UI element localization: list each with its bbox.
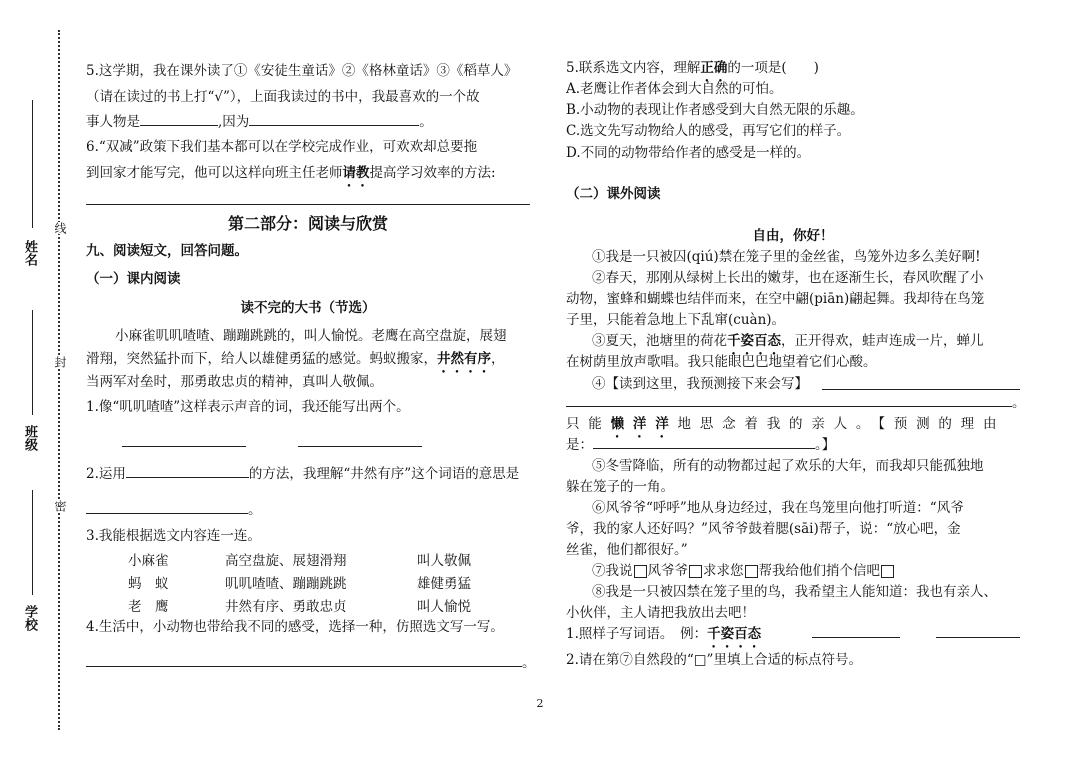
reading-question-1: 1.照样子写词语。 例：千姿百态 [566, 626, 762, 642]
punctuation-box[interactable] [745, 565, 758, 578]
match-feeling[interactable]: 叫人敬佩 [417, 552, 471, 569]
answer-line[interactable] [298, 446, 422, 447]
q4-end: 。 [522, 655, 536, 671]
match-animal[interactable]: 小麻雀 [128, 552, 169, 569]
binding-dotted-line [58, 30, 60, 730]
name-label: 姓名 [22, 240, 37, 266]
page-number: 2 [536, 697, 544, 710]
story-p8-l2: 小伙伴，主人请把我放出去吧！ [566, 605, 755, 621]
reason-blank[interactable] [593, 434, 815, 449]
story-p2-l2: 动物，蜜蜂和蝴蝶也结伴而来，在空中翩(piān)翩起舞。我却待在鸟笼 [566, 291, 985, 307]
story-p4-l2: 只能懒洋洋地思念着我的亲人。【预测的理由 [566, 416, 1006, 432]
story-p3-l2: 在树荫里放声歌唱。我只能眼巴巴地望着它们心酸。 [566, 354, 877, 370]
punctuation-box[interactable] [881, 565, 894, 578]
story-p4-l3: 是： 。】 [566, 434, 835, 456]
match-row [128, 593, 471, 616]
passage-title: 读不完的大书（节选） [240, 300, 376, 316]
matching-table [128, 547, 471, 616]
p4-end: 。 [1012, 395, 1026, 411]
q6-line1: 6.“双减”政策下我们基本都可以在学校完成作业，可欢欢却总要拖 [86, 139, 478, 155]
match-row [128, 547, 471, 570]
q5-line3: 事人物是 ,因为 。 [86, 111, 433, 133]
match-row [128, 570, 471, 593]
class-label: 班级 [22, 425, 37, 451]
question-3: 3.我能根据选文内容连一连。 [86, 528, 261, 544]
answer-blank[interactable] [140, 111, 218, 126]
q6-answer-line[interactable] [86, 204, 530, 205]
story-p5-l2: 躲在笼子的一角。 [566, 479, 674, 495]
story-p5-l1: ⑤冬雪降临，所有的动物都过起了欢乐的大年，而我却只能孤独地 [592, 458, 984, 474]
story-p2-l1: ②春天，那刚从绿树上长出的嫩芽，也在逐渐生长，春风吹醒了小 [592, 270, 984, 286]
option-c: C.选文先写动物给人的感受，再写它们的样子。 [566, 123, 851, 139]
q5-line1: 5.这学期，我在课外读了①《安徒生童话》②《格林童话》③《稻草人》 [86, 63, 518, 79]
match-animal[interactable]: 老 鹰 [128, 598, 169, 615]
story-p6-l3: 丝雀，他们都很好。” [566, 542, 688, 558]
story-title: 自由，你好！ [752, 228, 834, 244]
q6-line2: 到回家才能写完，他可以这样向班主任老师请教提高学习效率的方法: [86, 165, 496, 181]
question-4: 4.生活中，小动物也带给我不同的感受，选择一种，仿照选文写一写。 [86, 619, 504, 635]
answer-blank[interactable] [126, 463, 249, 478]
story-p4-l1: ④【读到这里，我预测接下来会写】 [592, 376, 808, 392]
match-action[interactable]: 叽叽喳喳、蹦蹦跳跳 [225, 575, 347, 592]
passage-line3: 当两军对垒时，那勇敢忠贞的精神，真叫人敬佩。 [86, 374, 383, 390]
answer-blank[interactable] [249, 111, 419, 126]
reading-question-2: 2.请在第⑦自然段的“□”里填上合适的标点符号。 [566, 652, 862, 668]
match-animal[interactable]: 蚂 蚁 [128, 575, 169, 592]
answer-line[interactable] [122, 446, 246, 447]
story-p3-l1: ③夏天，池塘里的荷花千姿百态，正开得欢，蛙声连成一片，蝉儿 [592, 333, 984, 349]
story-p2-l3: 子里，只能着急地上下乱窜(cuàn)。 [566, 312, 786, 328]
prediction-line-2[interactable] [566, 406, 1012, 407]
question-2: 2.运用 的方法，我理解“井然有序”这个词语的意思是 [86, 463, 519, 485]
q5-line2: （请在读过的书上打“√”），上面我读过的书中，我最喜欢的一个故 [86, 89, 480, 105]
binding-mark-line: 线 [53, 222, 67, 234]
match-feeling[interactable]: 雄健勇猛 [417, 575, 471, 592]
story-p8-l1: ⑧我是一只被囚禁在笼子里的鸟，我希望主人能知道：我也有亲人、 [592, 584, 997, 600]
sub1-title: （一）课内阅读 [86, 271, 181, 287]
name-field-line [32, 100, 33, 228]
section9-title: 九、阅读短文，回答问题。 [86, 243, 248, 259]
story-p6-l1: ⑥风爷爷“呼呼”地从身边经过，我在鸟笼里向他打听道：“风爷 [592, 500, 964, 516]
right-question-5: 5.联系选文内容，理解正确的一项是( ) [566, 60, 819, 76]
question-1: 1.像“叽叽喳喳”这样表示声音的词，我还能写出两个。 [86, 399, 410, 415]
answer-line[interactable] [86, 666, 522, 667]
story-p6-l2: 爷，我的家人还好吗？”风爷爷鼓着腮(sāi)帮子，说：“放心吧，金 [566, 521, 961, 537]
answer-line[interactable] [86, 513, 248, 514]
match-action[interactable]: 高空盘旋、展翅滑翔 [225, 552, 347, 569]
q2-end: 。 [248, 502, 262, 518]
prediction-line[interactable] [822, 389, 1020, 390]
match-action[interactable]: 井然有序、勇敢忠贞 [225, 598, 347, 615]
match-feeling[interactable]: 叫人愉悦 [417, 598, 471, 615]
answer-line[interactable] [812, 637, 900, 638]
school-field-line [32, 490, 33, 595]
option-a: A.老鹰让作者体会到大自然的可怕。 [566, 81, 783, 97]
school-label: 学校 [22, 605, 37, 631]
passage-line1: 小麻雀叽叽喳喳、蹦蹦跳跳的，叫人愉悦。老鹰在高空盘旋，展翅 [115, 328, 507, 344]
option-b: B.小动物的表现让作者感受到大自然无限的乐趣。 [566, 102, 864, 118]
part2-title: 第二部分：阅读与欣赏 [227, 214, 388, 233]
binding-mark-secret: 密 [53, 500, 67, 512]
binding-mark-seal: 封 [53, 356, 67, 368]
class-field-line [32, 310, 33, 415]
option-d: D.不同的动物带给作者的感受是一样的。 [566, 145, 811, 161]
punctuation-box[interactable] [689, 565, 702, 578]
punctuation-box[interactable] [634, 565, 647, 578]
sub2-title: （二）课外阅读 [566, 186, 661, 202]
answer-line[interactable] [936, 637, 1020, 638]
story-p1: ①我是一只被囚(qiú)禁在笼子里的金丝雀，鸟笼外边多么美好啊! [592, 249, 981, 265]
story-p7: ⑦我说 风爷爷 求求您 帮我给他们捎个信吧 [592, 560, 895, 582]
passage-line2: 滑翔，突然猛扑而下，给人以雄健勇猛的感觉。蚂蚁搬家，井然有序， [86, 351, 505, 367]
